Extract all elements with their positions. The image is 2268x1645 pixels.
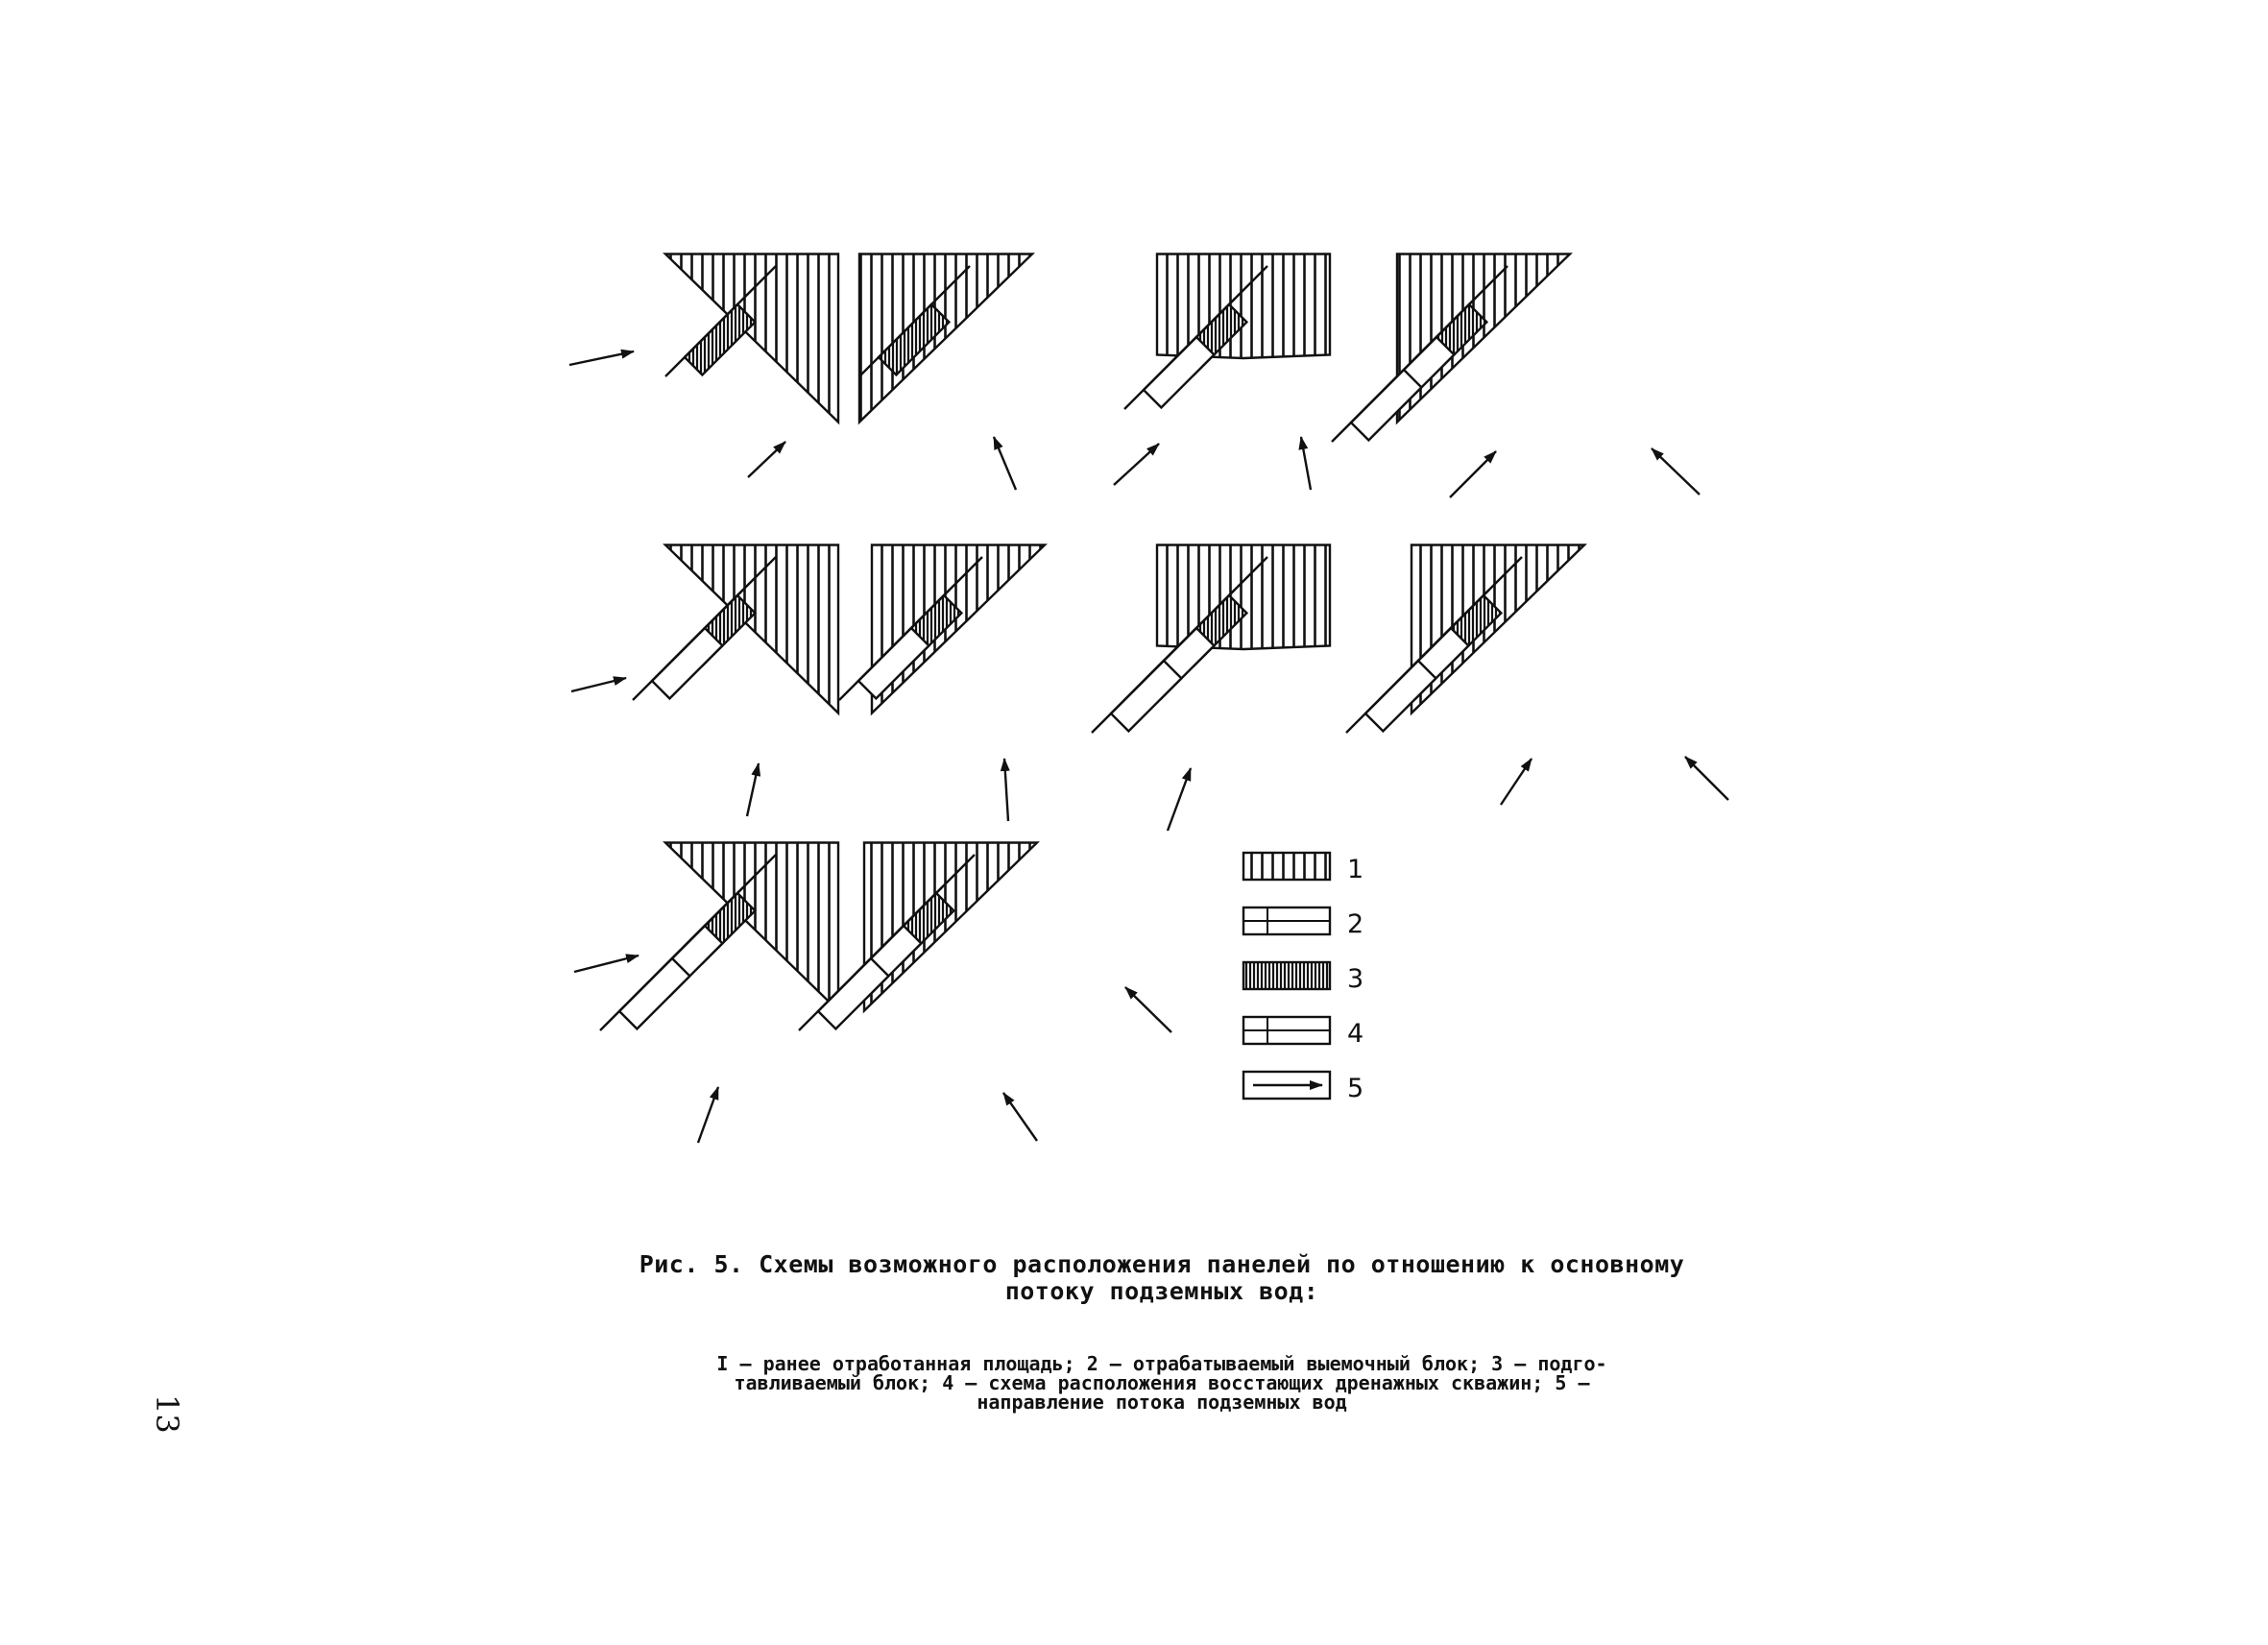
flow-arrow: [574, 956, 639, 972]
panel-edge: [600, 920, 711, 1030]
flow-arrow: [1004, 759, 1008, 821]
legend-label: 5: [1347, 1074, 1364, 1103]
flow-arrow: [748, 442, 785, 477]
legend-label: 2: [1347, 909, 1364, 939]
flow-arrow: [571, 678, 626, 691]
figure-caption: [538, 1251, 1786, 1305]
scheme-r3c2: [799, 843, 1171, 1142]
legend: [1243, 853, 1363, 1103]
worked-area: [665, 843, 838, 1011]
flow-arrow: [994, 437, 1016, 490]
worked-area: [864, 843, 1037, 1011]
flow-arrow: [1003, 1093, 1037, 1141]
legend-item-5: [1243, 1072, 1363, 1103]
legend-swatch: [1243, 853, 1330, 880]
worked-area: [1397, 254, 1570, 423]
figure-legend-note: [586, 1354, 1738, 1412]
legend-label: 4: [1347, 1019, 1364, 1049]
flow-arrow: [1125, 987, 1171, 1032]
scheme-r1c4: [1332, 254, 1700, 498]
flow-arrow: [1114, 444, 1159, 485]
flow-arrow: [1450, 451, 1496, 497]
legend-note-line-2: тавливаемый блок; 4 – схема расположения восстающих дренажных скважин; 5 –: [734, 1371, 1590, 1394]
legend-label: 3: [1347, 964, 1364, 994]
panel: [619, 958, 689, 1028]
flow-arrow: [698, 1087, 718, 1143]
legend-item-3: [1243, 962, 1363, 994]
legend-item-1: [1243, 853, 1363, 884]
scheme-r2c2: [839, 545, 1045, 822]
scheme-r2c3: [1092, 545, 1330, 832]
worked-area: [665, 545, 838, 714]
scheme-r3c1: [574, 843, 838, 1144]
worked-area: [872, 545, 1045, 714]
panel-edge: [1092, 622, 1202, 733]
legend-item-4: [1243, 1017, 1363, 1049]
flow-arrow: [747, 763, 759, 816]
legend-item-2: [1243, 907, 1363, 939]
flow-arrow: [1652, 448, 1700, 495]
panel: [685, 304, 755, 375]
flow-arrow: [1301, 437, 1311, 490]
caption-line-2: потоку подземных вод:: [1004, 1277, 1319, 1305]
worked-area: [1157, 254, 1330, 359]
caption-line-1: Рис. 5. Схемы возможного расположения панелей по отношению к основному: [639, 1250, 1685, 1278]
worked-area: [1157, 545, 1330, 650]
panel-edge: [633, 590, 743, 700]
flow-arrow: [1685, 757, 1728, 800]
scheme-r1c3: [1114, 254, 1330, 491]
legend-swatch: [1243, 962, 1330, 989]
schemes-group: [569, 254, 1728, 1144]
legend-label: 1: [1347, 855, 1364, 884]
scheme-r2c4: [1346, 545, 1728, 806]
flow-arrow: [569, 351, 634, 365]
scheme-r1c1: [569, 254, 838, 478]
flow-arrow: [1501, 759, 1532, 805]
legend-note-line-3: направление потока подземных вод: [977, 1391, 1347, 1414]
panel: [1111, 661, 1181, 731]
worked-area: [859, 254, 1032, 423]
page-number: 13: [149, 1394, 185, 1434]
legend-note-line-1: I – ранее отработанная площадь; 2 – отрабатываемый выемочный блок; 3 – подго-: [716, 1352, 1607, 1375]
scheme-r2c1: [571, 545, 838, 817]
worked-area: [665, 254, 838, 423]
flow-arrow: [1168, 768, 1191, 831]
scheme-r1c2: [859, 254, 1032, 491]
panel: [652, 628, 722, 698]
worked-area: [1411, 545, 1584, 714]
